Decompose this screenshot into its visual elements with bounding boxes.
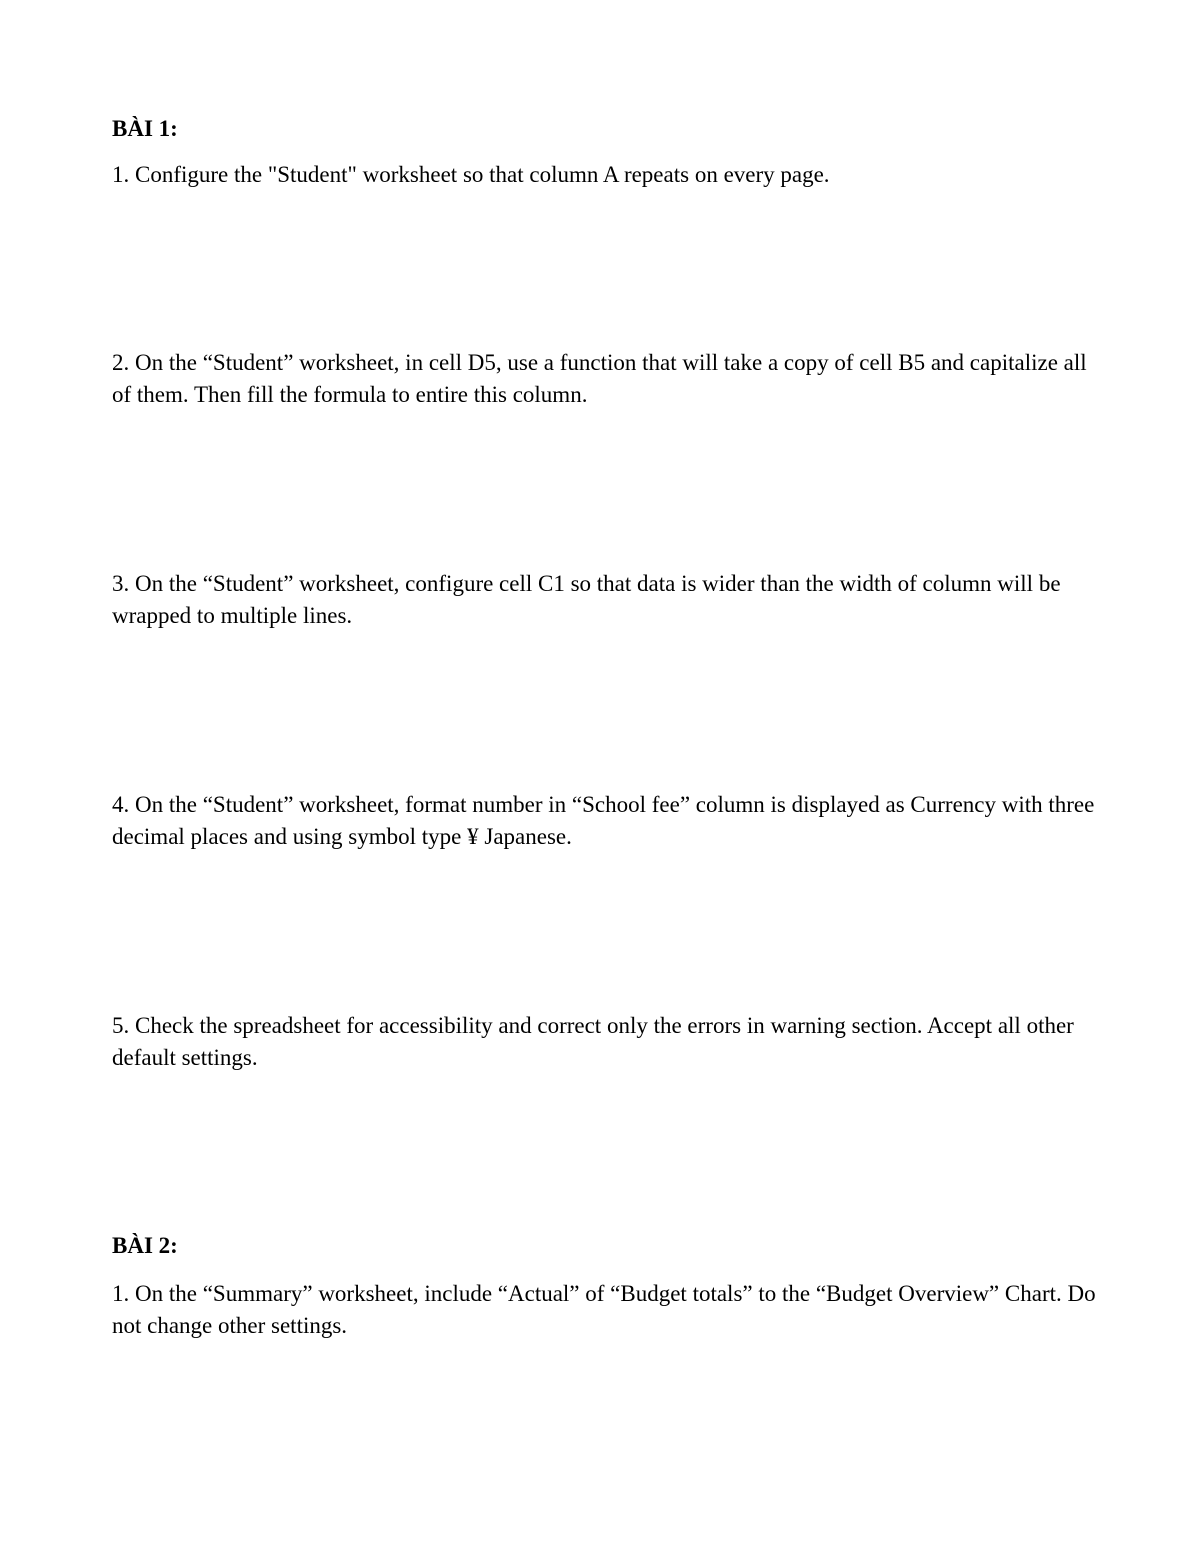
section-heading-bai-1: BÀI 1: (112, 116, 178, 141)
section-heading-bai-2: BÀI 2: (112, 1233, 178, 1258)
task-item-1-4: 4. On the “Student” worksheet, format number in “School fee” column is displayed as Currency with three decimal places and using symbol type ¥ Japanese. (112, 792, 1095, 849)
task-item-2-1: 1. On the “Summary” worksheet, include “Actual” of “Budget totals” to the “Budget Overview” Chart. Do not change other settings. (112, 1281, 1096, 1338)
task-item-1-3: 3. On the “Student” worksheet, configure cell C1 so that data is wider than the width of column will be wrapped to multiple lines. (112, 571, 1061, 628)
task-item-1-1: 1. Configure the "Student" worksheet so that column A repeats on every page. (112, 162, 830, 187)
task-item-1-2: 2. On the “Student” worksheet, in cell D5, use a function that will take a copy of cell B5 and capitalize all of them. Then fill the formula to entire this column. (112, 350, 1087, 407)
task-item-1-5: 5. Check the spreadsheet for accessibility and correct only the errors in warning section. Accept all other default settings. (112, 1013, 1074, 1070)
